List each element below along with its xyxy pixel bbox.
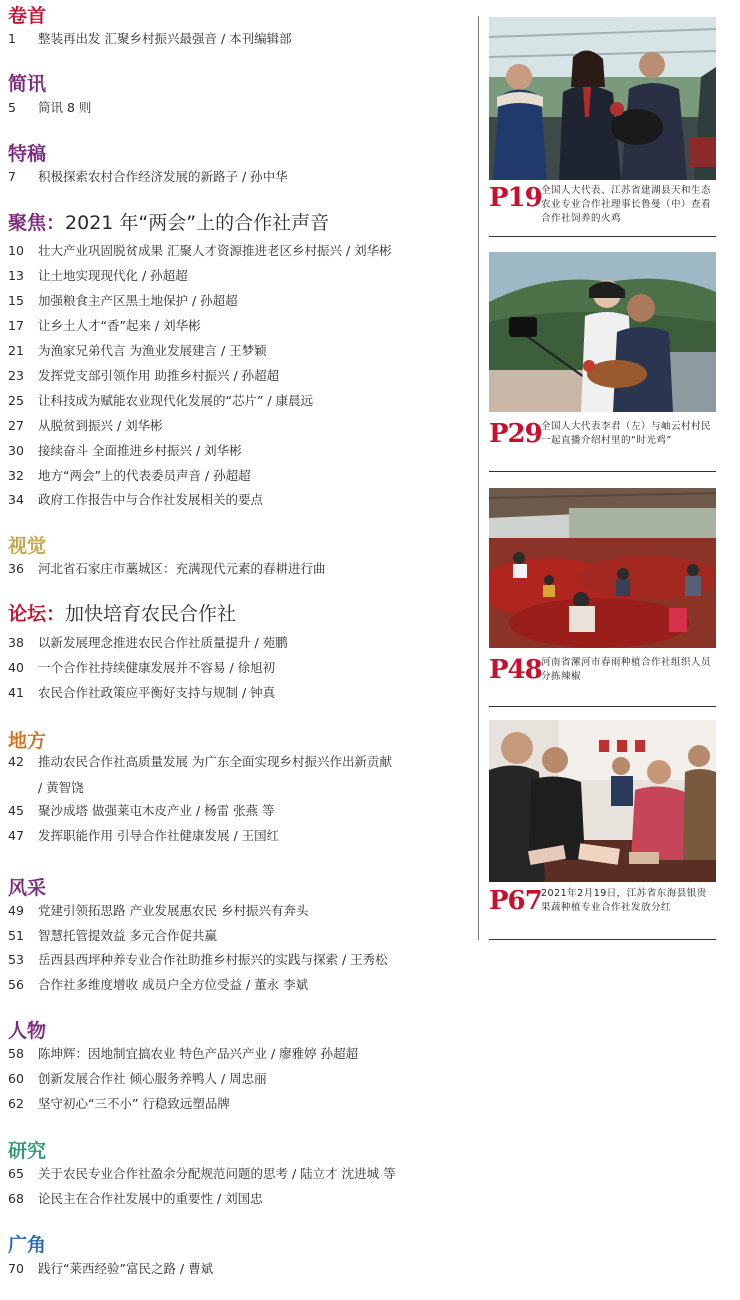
page-number: 51 — [8, 928, 24, 943]
page-number: 58 — [8, 1046, 24, 1061]
figure-page-number[interactable]: P19 — [489, 183, 542, 213]
section-heading — [8, 1139, 46, 1163]
figure-rule — [489, 706, 716, 707]
section-title: 风采 — [8, 877, 47, 899]
section-heading — [8, 1019, 46, 1043]
entry-title: 农民合作社政策应平衡好支持与规制 / 钟真 — [38, 685, 276, 700]
toc-entry[interactable] — [8, 392, 313, 409]
entry-title: 聚沙成塔 做强莱屯木皮产业 / 杨雷 张燕 等 — [38, 803, 275, 818]
page-number: 30 — [8, 443, 24, 458]
entry-title: 创新发展合作社 倾心服务养鸭人 / 周忠丽 — [38, 1071, 267, 1086]
livestream-selfie-photo — [489, 252, 716, 412]
toc-entry[interactable] — [8, 902, 308, 919]
entry-title: 河北省石家庄市藁城区：充满现代元素的春耕进行曲 — [38, 561, 326, 576]
figure-page-number[interactable]: P29 — [489, 419, 542, 449]
figure-caption: 全国人大代表李君（左）与岫云村村民一起直播介绍村里的“时光鸡” — [541, 421, 712, 446]
page-number: 32 — [8, 468, 24, 483]
page-number: 15 — [8, 293, 24, 308]
page-number: 23 — [8, 368, 24, 383]
page-number: 1 — [8, 31, 16, 46]
figure-caption: 2021年2月19日，江苏省东海县银贵果蔬种植专业合作社发放分红 — [541, 888, 707, 913]
entry-title: 合作社多维度增收 成员户全方位受益 / 董永 李斌 — [38, 977, 309, 992]
section-title: 聚焦： — [8, 212, 66, 234]
toc-entry[interactable] — [8, 684, 275, 701]
page-number: 53 — [8, 952, 24, 967]
page-number: 17 — [8, 318, 24, 333]
toc-entry[interactable] — [8, 1190, 263, 1207]
section-title: 广角 — [8, 1234, 47, 1256]
section-title: 卷首 — [8, 5, 47, 27]
page-number: 70 — [8, 1261, 24, 1276]
toc-entry[interactable] — [8, 442, 242, 459]
page-number: 10 — [8, 243, 24, 258]
toc-entry[interactable] — [8, 99, 91, 116]
section-title: 视觉 — [8, 535, 47, 557]
entry-title: 壮大产业巩固脱贫成果 汇聚人才资源推进老区乡村振兴 / 刘华彬 — [38, 243, 392, 258]
page-number: 7 — [8, 169, 16, 184]
entry-title: 简讯 8 则 — [38, 100, 92, 115]
section-title: 简讯 — [8, 73, 47, 95]
page-number: 21 — [8, 343, 24, 358]
page-number: 27 — [8, 418, 24, 433]
section-subtitle: 2021 年“两会”上的合作社声音 — [65, 212, 330, 234]
toc-entry[interactable] — [8, 317, 201, 334]
entry-title: 发挥职能作用 引导合作社健康发展 / 王国红 — [38, 828, 280, 843]
entry-title: 以新发展理念推进农民合作社质量提升 / 苑鹏 — [38, 635, 288, 650]
entry-title: 发挥党支部引领作用 助推乡村振兴 / 孙超超 — [38, 368, 280, 383]
entry-title: 一个合作社持续健康发展并不容易 / 徐旭初 — [38, 660, 276, 675]
page-number: 68 — [8, 1191, 24, 1206]
section-heading — [8, 1233, 46, 1257]
entry-title: 从脱贫到振兴 / 刘华彬 — [38, 418, 163, 433]
entry-title: 岳西县西坪种养专业合作社助推乡村振兴的实践与探索 / 王秀松 — [38, 952, 388, 967]
entry-title: 关于农民专业合作社盈余分配规范问题的思考 / 陆立才 沈进城 等 — [38, 1166, 396, 1181]
figure-p67 — [489, 720, 716, 942]
toc-entry[interactable] — [8, 342, 267, 359]
page-number: 41 — [8, 685, 24, 700]
entry-title: 加强粮食主产区黑土地保护 / 孙超超 — [38, 293, 238, 308]
page-number: 60 — [8, 1071, 24, 1086]
section-title: 地方 — [8, 730, 47, 752]
page-number: 47 — [8, 828, 24, 843]
dividend-distribution-photo — [489, 720, 716, 882]
section-title: 论坛： — [8, 603, 66, 625]
entry-title: 整装再出发 汇聚乡村振兴最强音 / 本刊编辑部 — [38, 31, 292, 46]
toc-entry[interactable] — [8, 1260, 213, 1277]
figure-page-number[interactable]: P67 — [489, 886, 542, 916]
section-heading — [8, 729, 46, 753]
entry-title: 积极探索农村合作经济发展的新路子 / 孙中华 — [38, 169, 288, 184]
figure-page-number[interactable]: P48 — [489, 655, 542, 685]
toc-entry[interactable] — [8, 659, 275, 676]
toc-entry[interactable] — [8, 560, 326, 577]
page-number: 45 — [8, 803, 24, 818]
section-heading — [8, 876, 46, 900]
section-heading — [8, 602, 236, 626]
toc-entry[interactable] — [8, 267, 188, 284]
entry-title: 党建引领拓思路 产业发展惠农民 乡村振兴有奔头 — [38, 903, 309, 918]
toc-entry[interactable] — [8, 753, 392, 770]
section-title: 研究 — [8, 1140, 47, 1162]
column-divider — [478, 16, 479, 940]
figure-p48 — [489, 488, 716, 710]
page-number: 62 — [8, 1096, 24, 1111]
page-number: 34 — [8, 492, 24, 507]
section-title: 人物 — [8, 1020, 47, 1042]
figure-rule — [489, 236, 716, 237]
toc-entry[interactable] — [8, 168, 288, 185]
figure-caption: 河南省漯河市春雨种植合作社组织人员分拣辣椒 — [541, 657, 712, 682]
figure-p19 — [489, 17, 716, 239]
entry-title: 践行“莱西经验”富民之路 / 曹斌 — [38, 1261, 214, 1276]
page-number: 49 — [8, 903, 24, 918]
figure-caption: 全国人大代表、江苏省建湖县天和生态农业专业合作社理事长鲁曼（中）查看合作社饲养的火鸡 — [541, 185, 712, 224]
toc-entry[interactable] — [8, 467, 251, 484]
entry-title: 让土地实现现代化 / 孙超超 — [38, 268, 188, 283]
entry-title: 接续奋斗 全面推进乡村振兴 / 刘华彬 — [38, 443, 242, 458]
toc-entry[interactable] — [8, 1045, 358, 1062]
section-heading — [8, 142, 46, 166]
entry-title: 让科技成为赋能农业现代化发展的“芯片” / 康晨远 — [38, 393, 314, 408]
toc-entry[interactable] — [8, 634, 288, 651]
toc-entry[interactable] — [8, 1095, 230, 1112]
page-number: 38 — [8, 635, 24, 650]
section-subtitle: 加快培育农民合作社 — [65, 603, 237, 625]
toc-entry[interactable] — [8, 367, 279, 384]
section-heading — [8, 534, 46, 558]
toc-entry[interactable] — [8, 30, 292, 47]
toc-entry[interactable] — [8, 951, 388, 968]
toc-entry[interactable] — [8, 1070, 267, 1087]
page-number: 36 — [8, 561, 24, 576]
section-heading — [8, 211, 329, 235]
figure-p29 — [489, 252, 716, 474]
page-number: 65 — [8, 1166, 24, 1181]
section-title: 特稿 — [8, 143, 47, 165]
page-number: 42 — [8, 754, 24, 769]
page-number: 5 — [8, 100, 16, 115]
toc-entry[interactable] — [8, 417, 163, 434]
toc-entry[interactable] — [8, 491, 263, 508]
section-heading — [8, 4, 46, 28]
entry-title: 陈坤辉：因地制宜搞农业 特色产品兴产业 / 廖雅婷 孙超超 — [38, 1046, 359, 1061]
chili-sorting-photo — [489, 488, 716, 648]
entry-title: 坚守初心“三不小” 行稳致远塑品牌 — [38, 1096, 230, 1111]
toc-entry-continuation[interactable] — [38, 779, 84, 796]
entry-title: 政府工作报告中与合作社发展相关的要点 — [38, 492, 264, 507]
page-number: 13 — [8, 268, 24, 283]
entry-title: 地方“两会”上的代表委员声音 / 孙超超 — [38, 468, 251, 483]
entry-title: 为渔家兄弟代言 为渔业发展建言 / 王梦颖 — [38, 343, 267, 358]
entry-title: 推动农民合作社高质量发展 为广东全面实现乡村振兴作出新贡献 — [38, 754, 392, 769]
entry-title: 让乡土人才“香”起来 / 刘华彬 — [38, 318, 201, 333]
toc-entry[interactable] — [8, 927, 217, 944]
toc-entry[interactable] — [8, 976, 308, 993]
toc-entry[interactable] — [8, 827, 279, 844]
toc-entry[interactable] — [8, 242, 392, 259]
toc-entry[interactable] — [8, 1165, 396, 1182]
page-number: 56 — [8, 977, 24, 992]
figure-rule — [489, 471, 716, 472]
toc-entry[interactable] — [8, 802, 275, 819]
figure-rule — [489, 939, 716, 940]
entry-title: 论民主在合作社发展中的重要性 / 刘国忠 — [38, 1191, 263, 1206]
page-number: 40 — [8, 660, 24, 675]
entry-title: / 黄智饶 — [38, 780, 84, 795]
entry-title: 智慧托管提效益 多元合作促共赢 — [38, 928, 217, 943]
toc-entry[interactable] — [8, 292, 238, 309]
page-number: 25 — [8, 393, 24, 408]
section-heading — [8, 72, 46, 96]
farmers-holding-chicken-photo — [489, 17, 716, 180]
